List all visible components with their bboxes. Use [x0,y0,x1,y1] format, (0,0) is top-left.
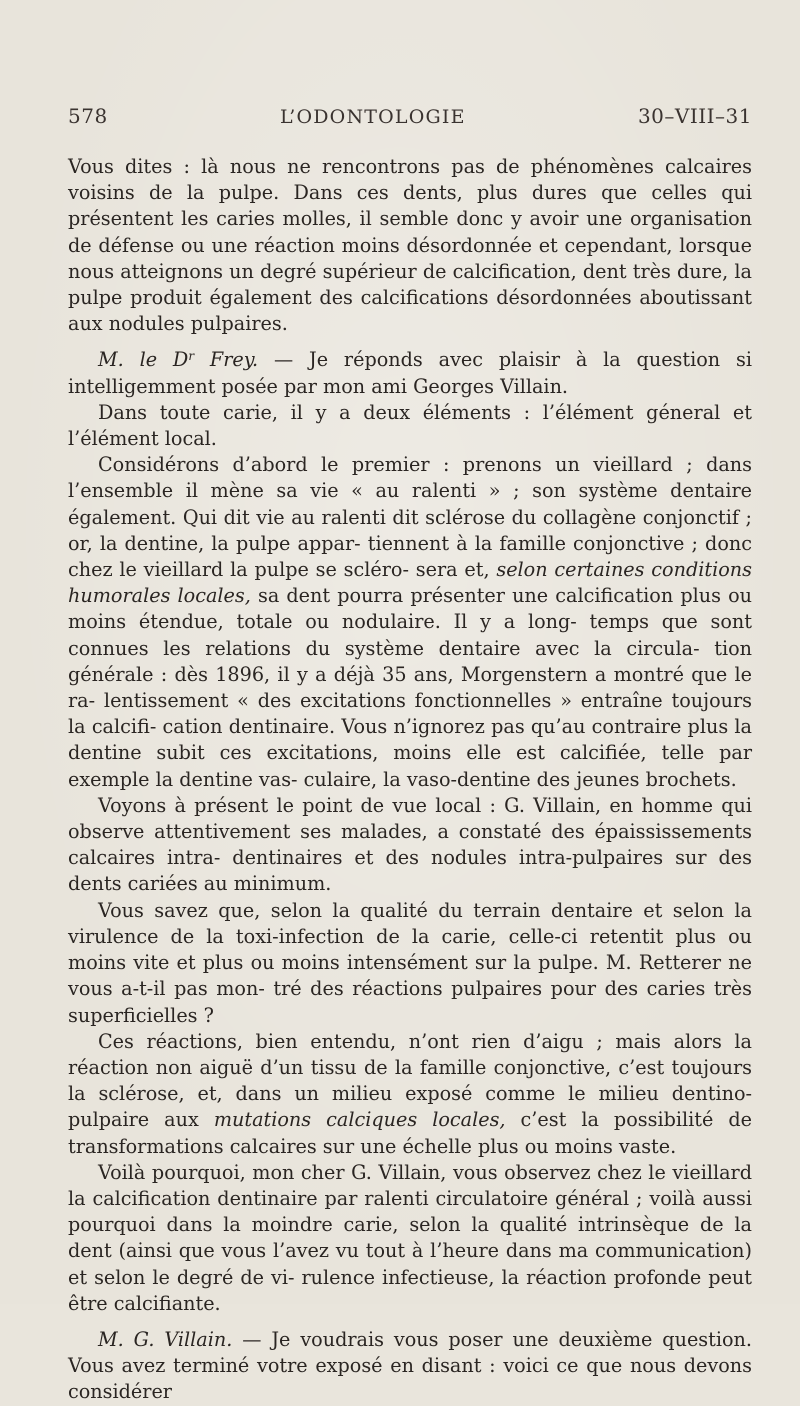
paragraph-conclusion: Voilà pourquoi, mon cher G. Villain, vous observez chez le vieillard la calcification dentinaire par ralenti circulatoire général ; voilà aussi pourquoi dans la moindre carie, selon la qualité intrinsèque de la dent (ainsi que vous l’avez vu tout à l’heure dans ma communication) et selon le degré de vi- rulence infectieuse, la réaction profonde peut être calcifiante. [68,1160,752,1315]
emphasis-humoral-conditions: selon certaines conditions humorales locales, [68,558,752,608]
issue-date: 30–VIII–31 [637,104,752,128]
running-header [68,104,752,128]
paragraph-two-elements: Dans toute carie, il y a deux éléments : l’élément géneral et l’élément local. [68,400,752,451]
paragraph-question: Vous dites : là nous ne rencontrons pas de phénomènes calcaires voisins de la pulpe. Dans ces dents, plus dures que celles qui présentent les caries molles, il semble donc y avoir une organisation de défense ou une réaction moins désordonnée et cependant, lorsque nous atteignons un degré supérieur de calcification, dent très dure, la pulpe produit également des calcifications désordonnées aboutissant aux nodules pulpaires. [68,155,752,336]
paragraph-virulence: Vous savez que, selon la qualité du terrain dentaire et selon la virulence de la toxi-infection de la carie, celle-ci retentit plus ou moins vite et plus ou moins intensément sur la pulpe. M. Retterer ne vous a-t-il pas mon- tré des réactions pulpaires pour des caries très superficielles ? [68,898,752,1027]
page-number: 578 [68,104,108,128]
paragraph-local-element: Voyons à présent le point de vue local : G. Villain, en homme qui observe attentivement ses malades, a constaté des épaississements calcaires intra- dentinaires et des nodules intra-pulpaires sur des dents cariées au minimum. [68,793,752,896]
emphasis-calcic-mutations: mutations calciques locales, [213,1108,506,1132]
paragraph-sclerosis: Ces réactions, bien entendu, n’ont rien d’aigu ; mais alors la réaction non aiguë d’un tissu de la famille conjonctive, c’est toujours la sclérose, et, dans un milieu exposé comme le milieu dentino-pulpaire aux mutations calciques locales, c’est la possibilité de transformations calcaires sur une échelle plus ou moins vaste. [68,1029,752,1158]
paragraph-general-element: Considérons d’abord le premier : prenons un vieillard ; dans l’ensemble il mène sa vie « au ralenti » ; son système dentaire également. Qui dit vie au ralenti dit sclérose du collagène conjonctif ; or, la dentine, la pulpe appar- tiennent à la famille conjonctive ; donc chez le vieillard la pulpe se scléro- sera et, selon certaines conditions humorales locales, sa dent pourra présenter une calcification plus ou moins étendue, totale ou nodulaire. Il y a long- temps que sont connues les relations du système dentaire avec la circula- tion générale : dès 1896, il y a déjà 35 ans, Morgenstern a montré que le ra- lentissement « des excitations fonctionnelles » entraîne toujours la calcifi- cation dentinaire. Vous n’ignorez pas qu’au contraire plus la dentine subit ces excitations, moins elle est calcifiée, telle par exemple la dentine vas- culaire, la vaso-dentine des jeunes brochets. [68,453,752,791]
speaker-villain: M. G. Villain. [98,1327,233,1351]
paragraph-frey-reply: M. le $D^r$ Frey. — Je réponds avec plaisir à la question si intelligemment posée par mon ami Georges Villain. [68,348,752,398]
paragraph-villain-question: M. G. Villain. — Je voudrais vous poser une deuxième question. Vous avez terminé votre exposé en disant : voici ce que nous devons considérer [68,1327,752,1404]
article-body [68,154,752,1406]
journal-title: L’ODONTOLOGIE [279,106,466,128]
speaker-frey: M. le $D^r$ Frey. [98,348,259,372]
